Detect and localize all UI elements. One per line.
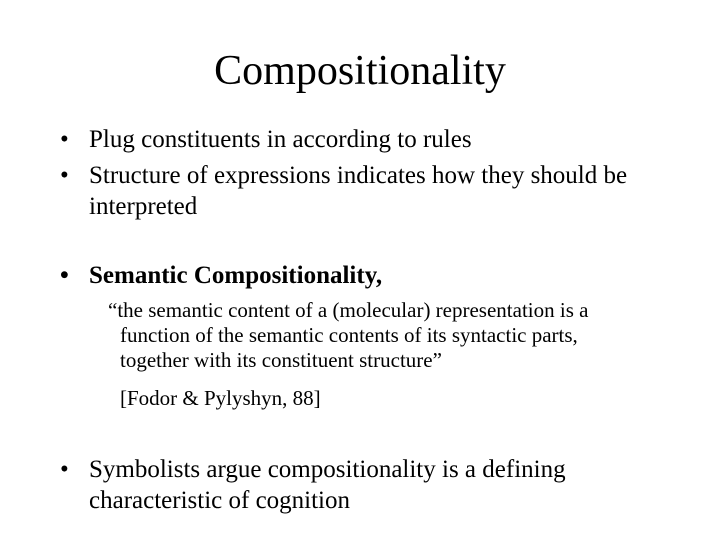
slide-title: Compositionality bbox=[214, 48, 506, 94]
bullet-marker: • bbox=[60, 126, 69, 153]
bullet-marker: • bbox=[60, 162, 69, 189]
definition-quote bbox=[108, 298, 668, 373]
quote-line: together with its constituent structure” bbox=[120, 348, 442, 372]
quote-line: function of the semantic contents of its syntactic parts, bbox=[120, 323, 578, 347]
bullet-text: Structure of expressions indicates how they should be interpreted bbox=[89, 162, 628, 220]
bullet-text: Semantic Compositionality, bbox=[89, 262, 383, 289]
bullet-item-plug-constituents bbox=[60, 124, 660, 155]
quote-citation: [Fodor & Pylyshyn, 88] bbox=[120, 386, 321, 410]
bullet-item-semantic-compositionality bbox=[60, 260, 660, 291]
bullet-item-symbolists-argue bbox=[60, 454, 660, 516]
bullet-marker: • bbox=[60, 262, 69, 289]
bullet-marker: • bbox=[60, 456, 69, 483]
bullet-item-structure-of-expressions bbox=[60, 160, 680, 222]
bullet-text: Plug constituents in according to rules bbox=[89, 126, 472, 153]
bullet-text: Symbolists argue compositionality is a defining characteristic of cognition bbox=[89, 456, 566, 514]
quote-line: “the semantic content of a (molecular) representation is a bbox=[108, 298, 589, 322]
